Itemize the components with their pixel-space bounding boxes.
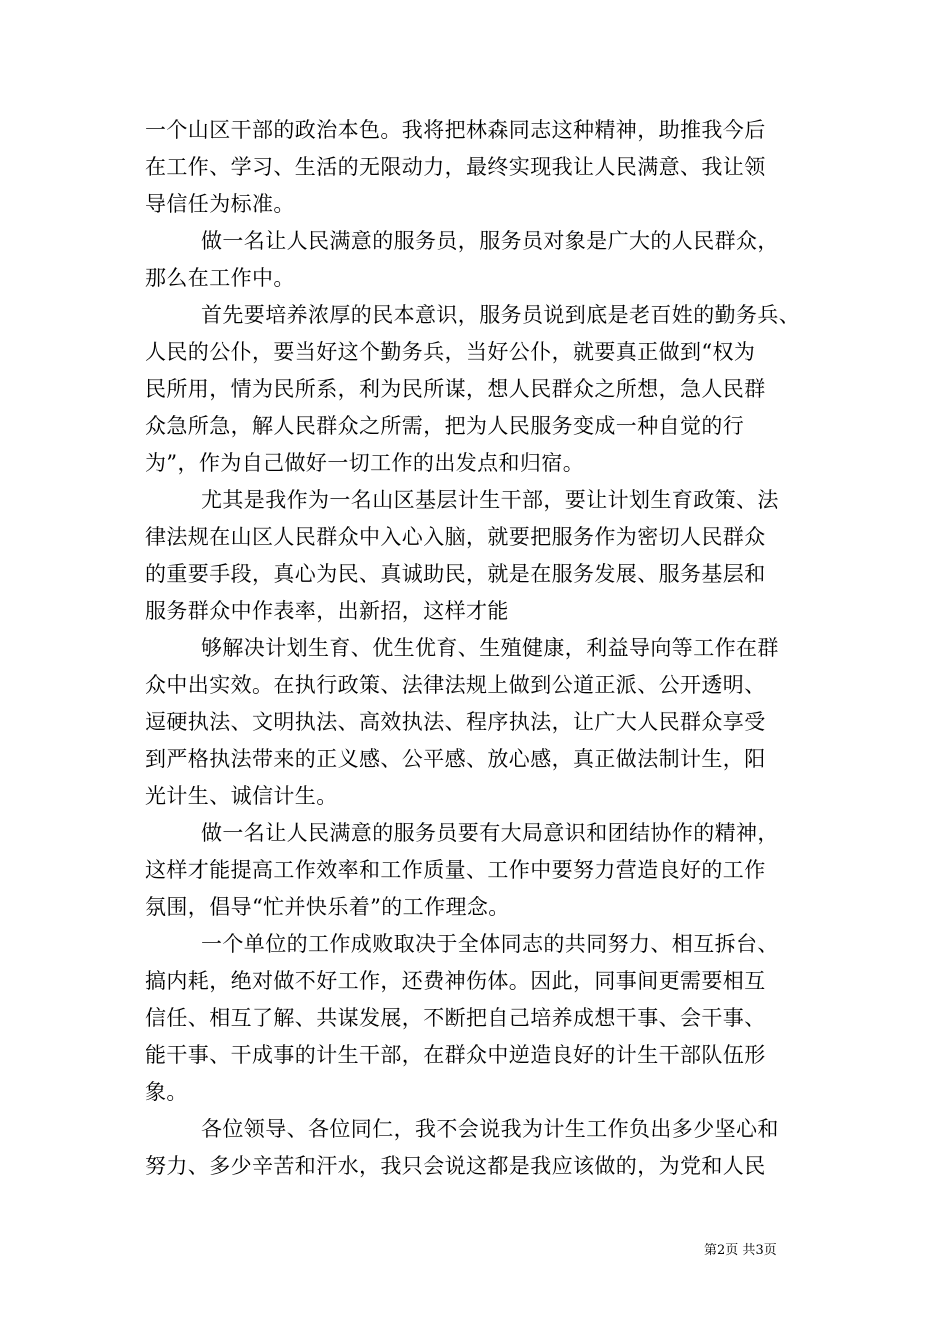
- text-line: 首先要培养浓厚的民本意识，服务员说到底是老百姓的勤务兵、: [201, 303, 801, 327]
- text-line: 信任、相互了解、共谋发展，不断把自己培养成想干事、会干事、: [145, 1006, 766, 1030]
- text-line: 搞内耗，绝对做不好工作，还费神伤体。因此，同事间更需要相互: [145, 969, 766, 993]
- text-line: 律法规在山区人民群众中入心入脑，就要把服务作为密切人民群众: [145, 525, 766, 549]
- text-line: 尤其是我作为一名山区基层计生干部，要让计划生育政策、法: [201, 488, 779, 512]
- text-line: 一个山区干部的政治本色。我将把林森同志这种精神，助推我今后: [145, 118, 766, 142]
- text-line: 做一名让人民满意的服务员要有大局意识和团结协作的精神，: [201, 821, 779, 845]
- text-line: 那么在工作中。: [145, 266, 295, 290]
- text-line: 能干事、干成事的计生干部，在群众中逆造良好的计生干部队伍形: [145, 1043, 766, 1067]
- page-footer: [704, 1243, 814, 1259]
- text-line: 做一名让人民满意的服务员，服务员对象是广大的人民群众，: [201, 229, 779, 253]
- footer-total-pages: 3: [755, 1243, 764, 1258]
- text-line: 民所用，情为民所系，利为民所谋，想人民群众之所想，急人民群: [145, 377, 766, 401]
- footer-current-page: 2: [717, 1243, 726, 1258]
- document-body: [145, 112, 810, 1185]
- text-line: 各位领导、各位同仁，我不会说我为计生工作负出多少坚心和: [201, 1117, 779, 1141]
- text-line: 众急所急，解人民群众之所需，把为人民服务变成一种自觉的行: [145, 414, 745, 438]
- text-line: 够解决计划生育、优生优育、生殖健康，利益导向等工作在群: [201, 636, 779, 660]
- text-line: 导信任为标准。: [145, 192, 295, 216]
- text-line: 到严格执法带来的正义感、公平感、放心感，真正做法制计生，阳: [145, 747, 766, 771]
- text-line: 为”，作为自己做好一切工作的出发点和归宿。: [145, 451, 585, 475]
- text-line: 一个单位的工作成败取决于全体同志的共同努力、相互拆台、: [201, 932, 779, 956]
- text-line: 氛围，倡导“忙并快乐着”的工作理念。: [145, 895, 510, 919]
- footer-page-suffix: 页: [763, 1243, 777, 1258]
- text-line: 努力、多少辛苦和汗水，我只会说这都是我应该做的，为党和人民: [145, 1154, 766, 1178]
- text-line: 逗硬执法、文明执法、高效执法、程序执法，让广大人民群众享受: [145, 710, 766, 734]
- text-line: 象。: [145, 1080, 188, 1104]
- text-line: 这样才能提高工作效率和工作质量、工作中要努力营造良好的工作: [145, 858, 766, 882]
- footer-page-middle: 页 共: [725, 1243, 756, 1258]
- text-line: 众中出实效。在执行政策、法律法规上做到公道正派、公开透明、: [145, 673, 766, 697]
- text-line: 光计生、诚信计生。: [145, 784, 338, 808]
- text-line: 人民的公仆，要当好这个勤务兵，当好公仆，就要真正做到“权为: [145, 340, 756, 364]
- text-line: 服务群众中作表率，出新招，这样才能: [145, 599, 509, 623]
- footer-page-prefix: 第: [704, 1243, 718, 1258]
- text-line: 在工作、学习、生活的无限动力，最终实现我让人民满意、我让领: [145, 155, 766, 179]
- text-line: 的重要手段，真心为民、真诚助民，就是在服务发展、服务基层和: [145, 562, 766, 586]
